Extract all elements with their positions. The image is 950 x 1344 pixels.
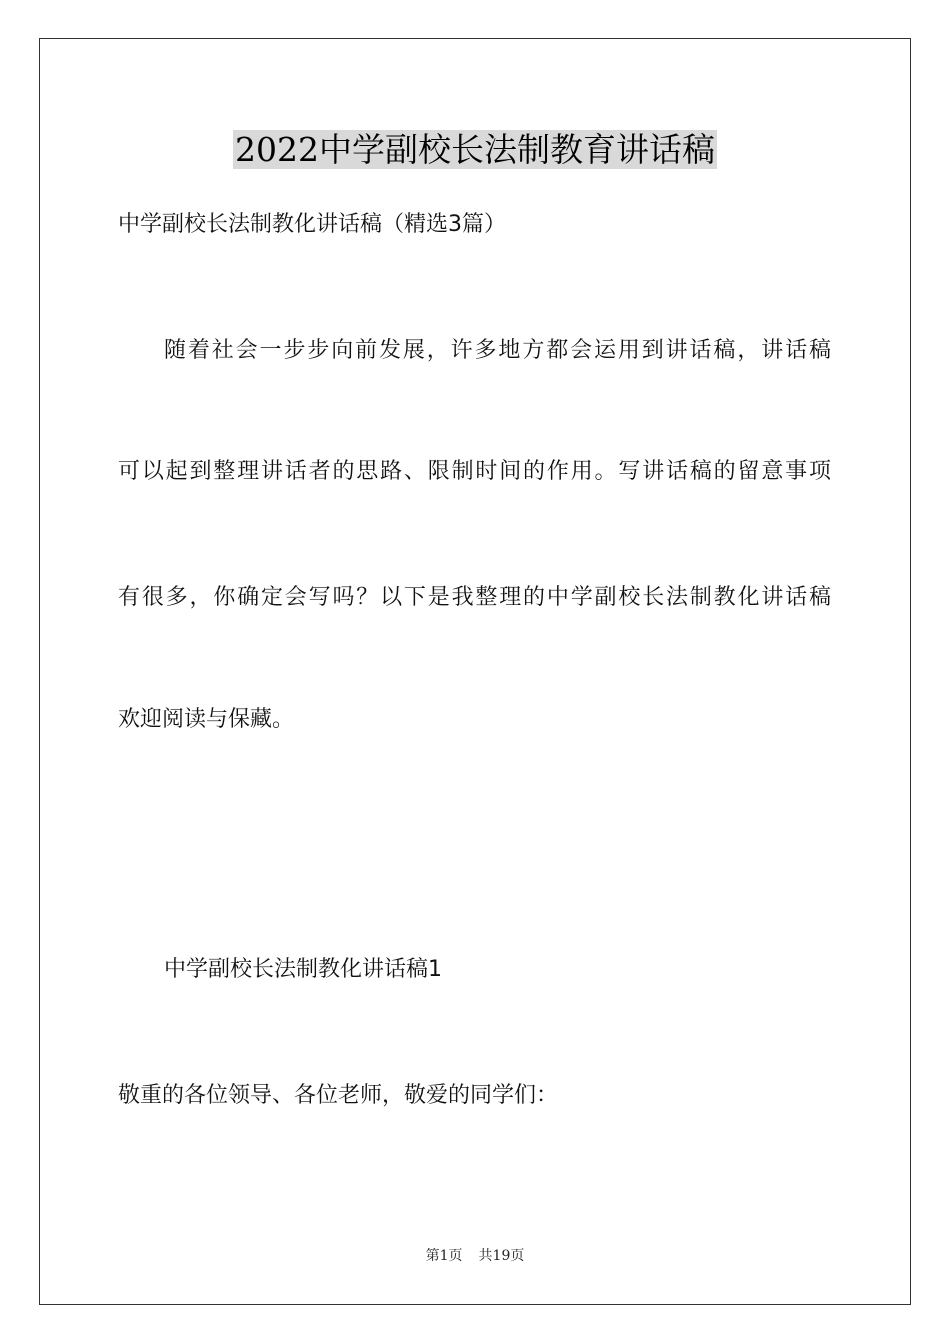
page-footer <box>0 1246 950 1266</box>
document-title <box>0 128 950 172</box>
intro-line-1: 随着社会一步步向前发展，许多地方都会运用到讲话稿，讲话稿 <box>164 338 831 363</box>
intro-line-3: 有很多，你确定会写吗？以下是我整理的中学副校长法制教化讲话稿 <box>118 585 831 610</box>
page-total: 共19页 <box>478 1248 525 1264</box>
intro-line-4: 欢迎阅读与保藏。 <box>118 707 295 732</box>
intro-line-2: 可以起到整理讲话者的思路、限制时间的作用。写讲话稿的留意事项 <box>118 459 831 484</box>
salutation: 敬重的各位领导、各位老师，敬爱的同学们： <box>118 1083 559 1108</box>
section-heading: 中学副校长法制教化讲话稿1 <box>164 957 442 982</box>
document-subtitle: 中学副校长法制教化讲话稿（精选3篇） <box>118 212 506 237</box>
page-number: 第1页 <box>425 1248 463 1264</box>
document-title-text: 2022中学副校长法制教育讲话稿 <box>235 130 715 169</box>
